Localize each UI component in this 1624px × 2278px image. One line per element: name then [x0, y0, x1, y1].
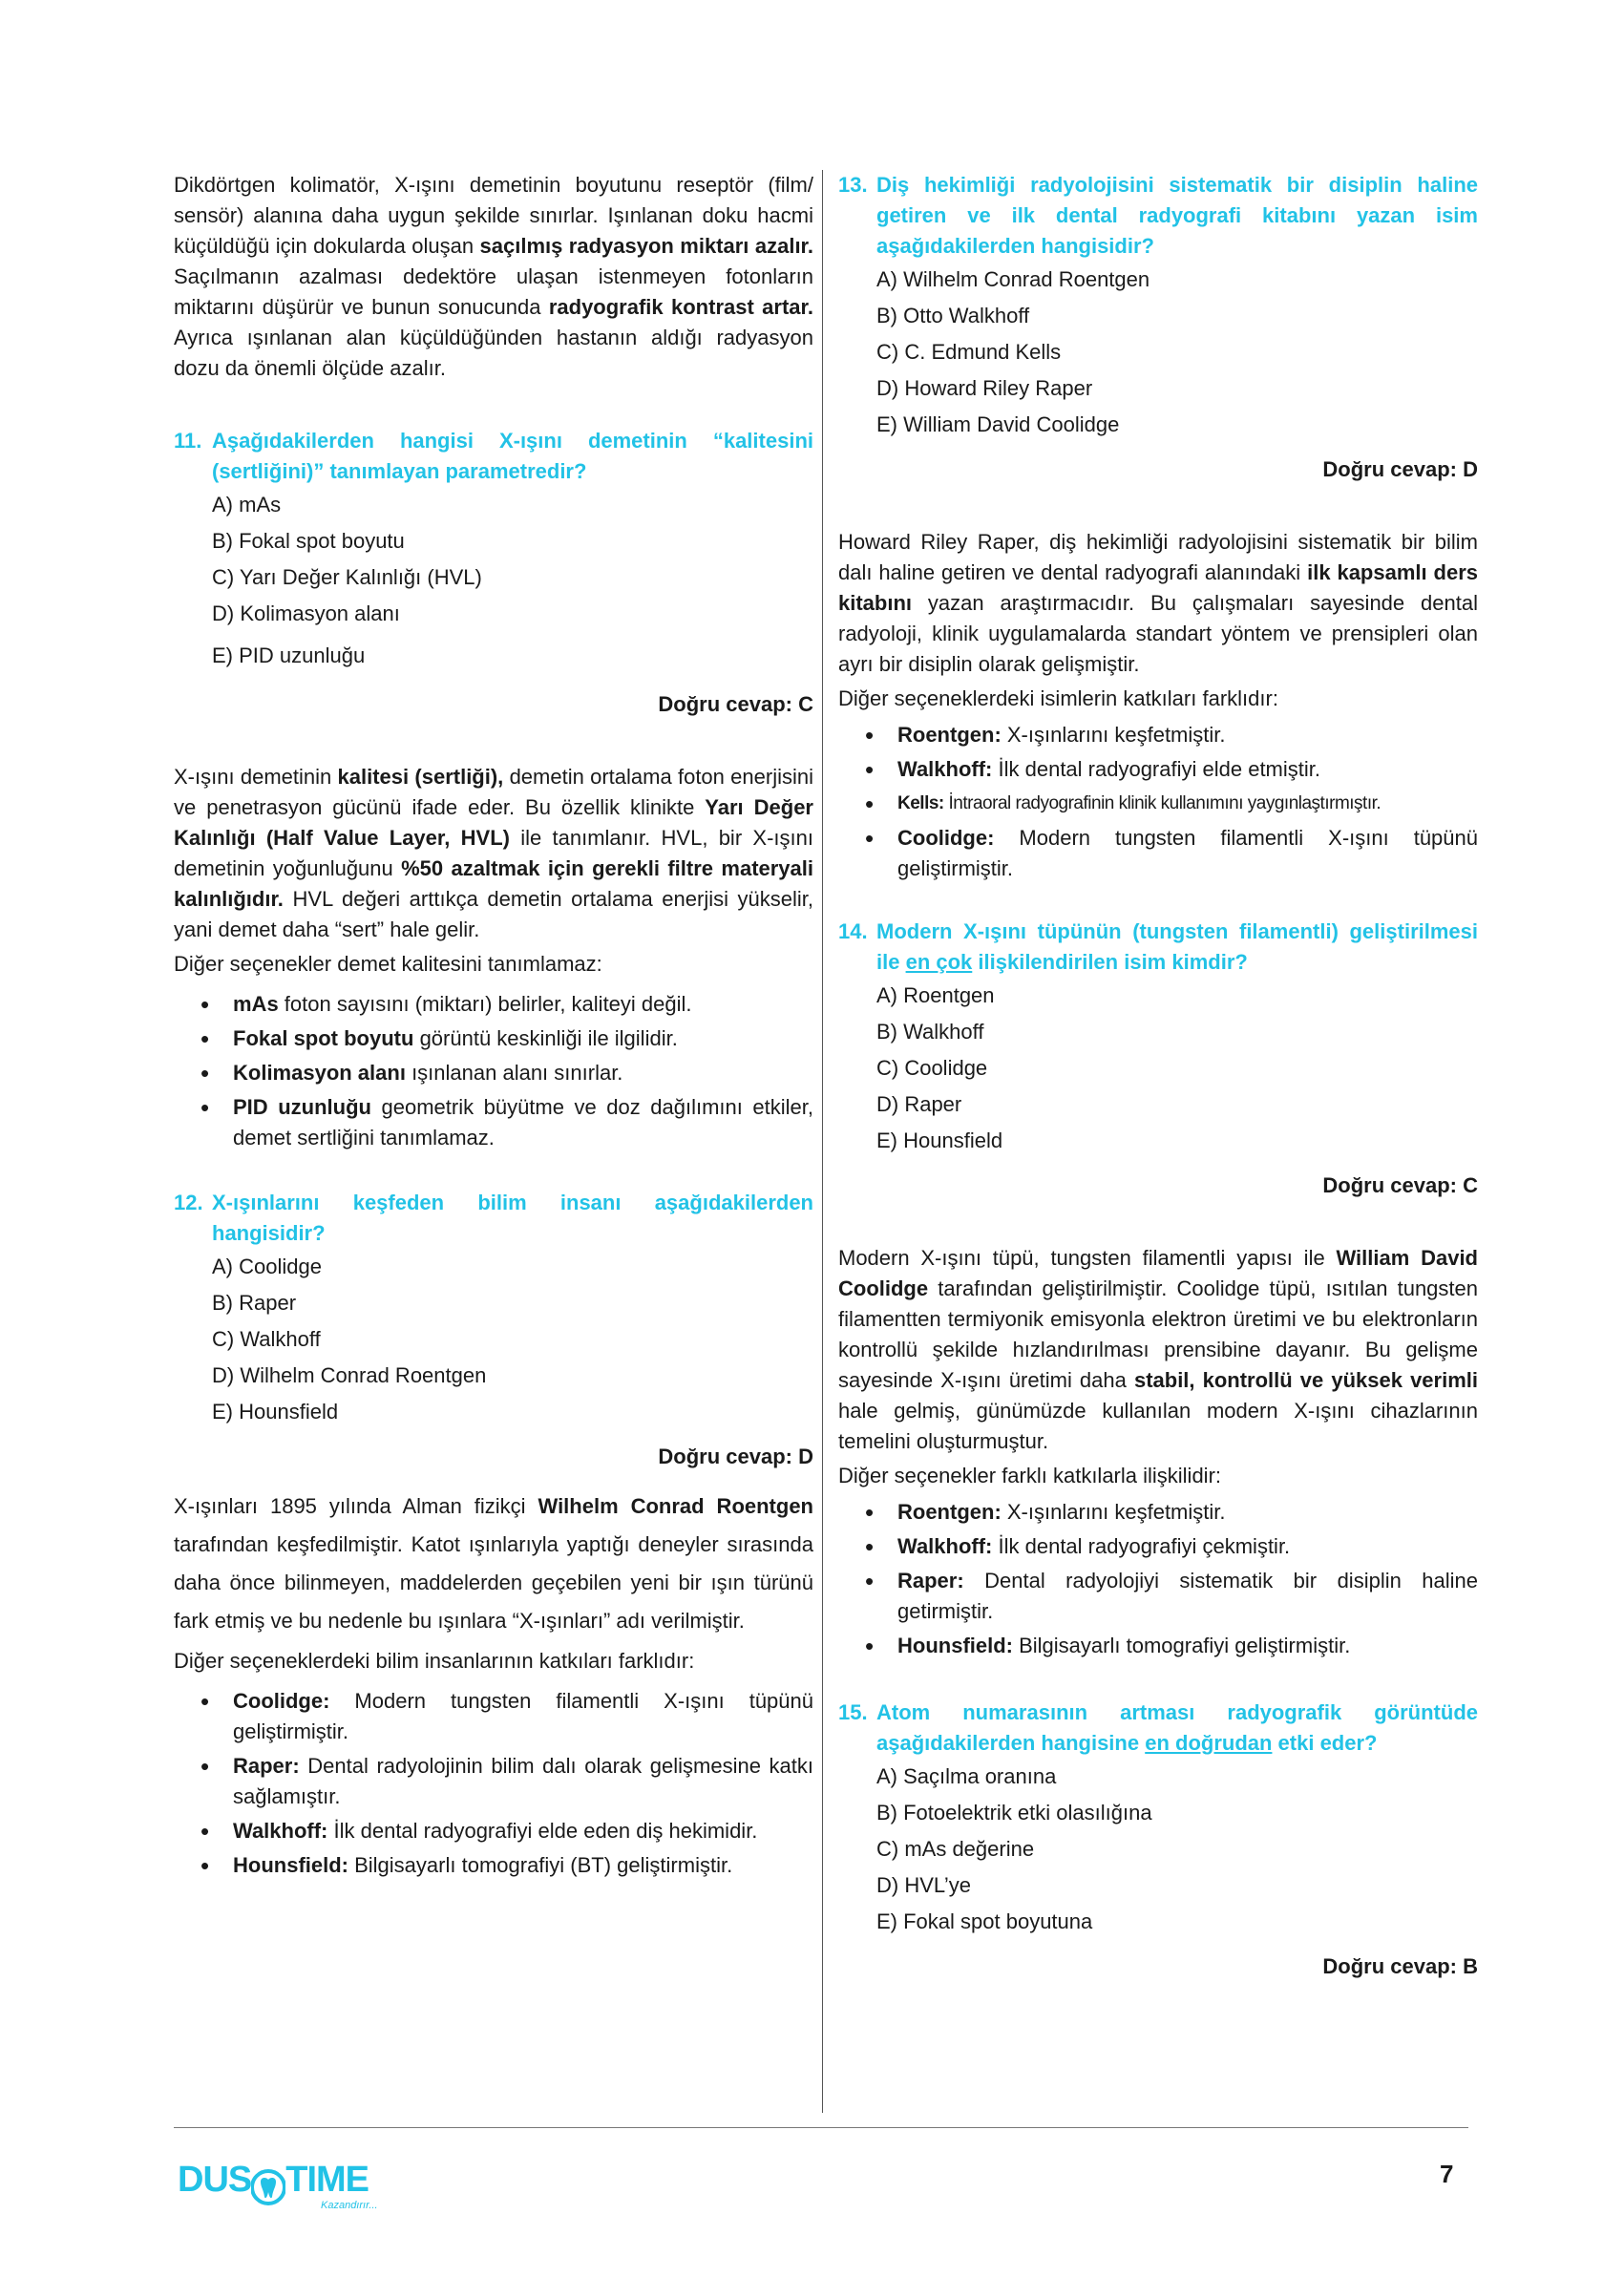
logo-text-right: TIME	[285, 2160, 369, 2200]
option-a: A) Coolidge	[212, 1255, 322, 1278]
explanation-13: Howard Riley Raper, diş hekimliği radyolojisini sistematik bir bilim dalı haline getiren ve dental radyografi alanındaki ilk kapsamlı ders kitabını yazan araştırmacıdır. Bu çalışmaları sayesinde dental radyoloji, klinik uygulamalarda standart yöntem ve prensipleri olan ayrı bir disiplin olarak gelişmiştir.	[838, 530, 1478, 676]
option-a: A) mAs	[212, 493, 282, 517]
bullet-item: • Hounsfield: Bilgisayarlı tomografiyi (BT) geliştirmiştir.	[200, 1850, 813, 1881]
explanation-12: X-ışınları 1895 yılında Alman fizikçi Wilhelm Conrad Roentgen tarafından keşfedilmiştir. Katot ışınlarıyla yaptığı deneyler sırasında daha önce bilinmeyen, maddelerden geçebilen yeni bir ışın türünü fark etmiş ve bu nedenle bu ışınlara “X-ışınları” adı verilmiştir.	[174, 1494, 813, 1633]
bullet-item: • mAs foton sayısını (miktarı) belirler, kaliteyi değil.	[200, 989, 813, 1020]
option-b: B) Otto Walkhoff	[876, 304, 1030, 327]
options-list	[838, 978, 1478, 1159]
options-list	[174, 1249, 813, 1430]
explanation-12-bullets	[174, 1686, 813, 1881]
left-column	[174, 170, 813, 1885]
explanation-13-lead: Diğer seçeneklerdeki isimlerin katkıları farklıdır:	[838, 686, 1278, 710]
question-11	[174, 426, 813, 487]
option-c: C) Coolidge	[876, 1056, 988, 1080]
option-e: E) Hounsfield	[212, 1400, 339, 1424]
option-d: D) Wilhelm Conrad Roentgen	[212, 1363, 487, 1387]
explanation-14-lead: Diğer seçenekler farklı katkılarla ilişkilidir:	[838, 1464, 1222, 1487]
option-c: C) mAs değerine	[876, 1837, 1035, 1861]
tooth-icon	[251, 2168, 285, 2206]
option-b: B) Fotoelektrik etki olasılığına	[876, 1801, 1152, 1825]
option-d: D) HVL’ye	[876, 1873, 972, 1897]
option-b: B) Raper	[212, 1291, 297, 1315]
question-text: Diş hekimliği radyolojisini sistematik bir disiplin haline getiren ve ilk dental radyografi kitabını yazan isim aşağıdakilerden hangisidir?	[876, 173, 1478, 258]
bullet-item: • Hounsfield: Bilgisayarlı tomografiyi geliştirmiştir.	[865, 1631, 1478, 1661]
bullet-item: • Raper: Dental radyolojinin bilim dalı olarak gelişmesine katkı sağlamıştır.	[200, 1751, 813, 1812]
footer-divider	[174, 2127, 1468, 2128]
question-number: 13.	[838, 173, 868, 197]
logo-slogan: Kazandırır...	[321, 2200, 378, 2211]
explanation-12-lead: Diğer seçeneklerdeki bilim insanlarının katkıları farklıdır:	[174, 1649, 695, 1673]
bullet-item: • Raper: Dental radyolojiyi sistematik bir disiplin haline getirmiştir.	[865, 1566, 1478, 1627]
question-text: Atom numarasının artması radyografik görüntüde aşağıdakilerden hangisine en doğrudan etki eder?	[876, 1700, 1478, 1755]
bullet-item: • Kells: İntraoral radyografinin klinik kullanımını yaygınlaştırmıştır.	[865, 789, 1478, 819]
intro-paragraph: Dikdörtgen kolimatör, X-ışını demetinin boyutunu reseptör (film/ sensör) alanına daha uygun şekilde sınırlar. Işınlanan doku hacmi küçüldüğü için dokularda oluşan saçılmış radyasyon miktarı azalır. Saçılmanın azalması dedektöre ulaşan istenmeyen fotonların miktarını düşürür ve bunun sonucunda radyografik kontrast artar. Ayrıca ışınlanan alan küçüldüğünden hastanın aldığı radyasyon dozu da önemli ölçüde azalır.	[174, 173, 814, 380]
options-list	[174, 487, 813, 674]
question-number: 12.	[174, 1191, 203, 1214]
option-b: B) Walkhoff	[876, 1020, 984, 1044]
options-list	[838, 1759, 1478, 1940]
option-a: A) Wilhelm Conrad Roentgen	[876, 267, 1150, 291]
option-b: B) Fokal spot boyutu	[212, 529, 405, 553]
answer-14: Doğru cevap: C	[1322, 1173, 1478, 1197]
option-c: C) C. Edmund Kells	[876, 340, 1062, 364]
explanation-14: Modern X-ışını tüpü, tungsten filamentli yapısı ile William David Coolidge tarafından geliştirilmiştir. Coolidge tüpü, ısıtılan tungsten filamentten termiyonik emisyonla elektron üretimi ve bu elektronların kontrollü şekilde hızlandırılması prensibine dayanır. Bu gelişme sayesinde X-ışını üretimi daha stabil, kontrollü ve yüksek verimli hale gelmiş, günümüzde kullanılan modern X-ışını cihazlarının temelini oluşturmuştur.	[838, 1246, 1478, 1453]
option-d: D) Raper	[876, 1092, 962, 1116]
brand-logo	[178, 2160, 407, 2217]
right-column	[838, 170, 1478, 1982]
question-number: 11.	[174, 429, 202, 453]
bullet-item: • Coolidge: Modern tungsten filamentli X-ışını tüpünü geliştirmiştir.	[865, 823, 1478, 884]
bullet-item: • Fokal spot boyutu görüntü keskinliği ile ilgilidir.	[200, 1023, 813, 1054]
explanation-11-bullets	[174, 989, 813, 1153]
option-d: D) Howard Riley Raper	[876, 376, 1093, 400]
option-e: E) PID uzunluğu	[212, 643, 366, 667]
question-number: 15.	[838, 1700, 868, 1724]
logo-text-left: DUS	[178, 2160, 252, 2200]
question-14	[838, 917, 1478, 978]
bullet-item: • Roentgen: X-ışınlarını keşfetmiştir.	[865, 1497, 1478, 1528]
option-a: A) Saçılma oranına	[876, 1764, 1057, 1788]
option-d: D) Kolimasyon alanı	[212, 601, 400, 625]
question-15	[838, 1698, 1478, 1759]
question-number: 14.	[838, 919, 868, 943]
option-e: E) Hounsfield	[876, 1128, 1003, 1152]
explanation-14-bullets	[838, 1497, 1478, 1661]
answer-11: Doğru cevap: C	[658, 692, 813, 716]
option-a: A) Roentgen	[876, 983, 995, 1007]
option-c: C) Yarı Değer Kalınlığı (HVL)	[212, 565, 482, 589]
column-divider	[822, 170, 823, 2113]
bullet-item: • Walkhoff: İlk dental radyografiyi elde etmiştir.	[865, 754, 1478, 785]
explanation-13-bullets	[838, 720, 1478, 884]
answer-15: Doğru cevap: B	[1322, 1954, 1478, 1978]
answer-12: Doğru cevap: D	[658, 1445, 813, 1468]
question-text: Modern X-ışını tüpünün (tungsten filamentli) geliştirilmesi ile en çok ilişkilendirilen isim kimdir?	[876, 919, 1478, 974]
bullet-item: • Roentgen: X-ışınlarını keşfetmiştir.	[865, 720, 1478, 750]
option-e: E) Fokal spot boyutuna	[876, 1909, 1093, 1933]
explanation-11-lead: Diğer seçenekler demet kalitesini tanımlamaz:	[174, 952, 602, 976]
options-list	[838, 262, 1478, 443]
bullet-item: • Coolidge: Modern tungsten filamentli X-ışını tüpünü geliştirmiştir.	[200, 1686, 813, 1747]
option-e: E) William David Coolidge	[876, 412, 1120, 436]
question-text: Aşağıdakilerden hangisi X-ışını demetinin “kalitesini (sertliğini)” tanımlayan parametredir?	[212, 429, 813, 483]
answer-13: Doğru cevap: D	[1322, 457, 1478, 481]
page-number: 7	[1440, 2160, 1454, 2188]
explanation-11: X-ışını demetinin kalitesi (sertliği), demetin ortalama foton enerjisini ve penetrasyon gücünü ifade eder. Bu özellik klinikte Yarı Değer Kalınlığı (Half Value Layer, HVL) ile tanımlanır. HVL, bir X-ışını demetinin yoğunluğunu %50 azaltmak için gerekli filtre materyali kalınlığıdır. HVL değeri arttıkça demetin ortalama enerjisi yükselir, yani demet daha “sert” hale gelir.	[174, 765, 814, 941]
option-c: C) Walkhoff	[212, 1327, 321, 1351]
bullet-item: • Kolimasyon alanı ışınlanan alanı sınırlar.	[200, 1058, 813, 1088]
question-13	[838, 170, 1478, 262]
question-text: X-ışınlarını keşfeden bilim insanı aşağıdakilerden hangisidir?	[212, 1191, 813, 1245]
bullet-item: • Walkhoff: İlk dental radyografiyi elde eden diş hekimidir.	[200, 1816, 813, 1846]
bullet-item: • PID uzunluğu geometrik büyütme ve doz dağılımını etkiler, demet sertliğini tanımlamaz.	[200, 1092, 813, 1153]
bullet-item: • Walkhoff: İlk dental radyografiyi çekmiştir.	[865, 1531, 1478, 1562]
question-12	[174, 1188, 813, 1249]
